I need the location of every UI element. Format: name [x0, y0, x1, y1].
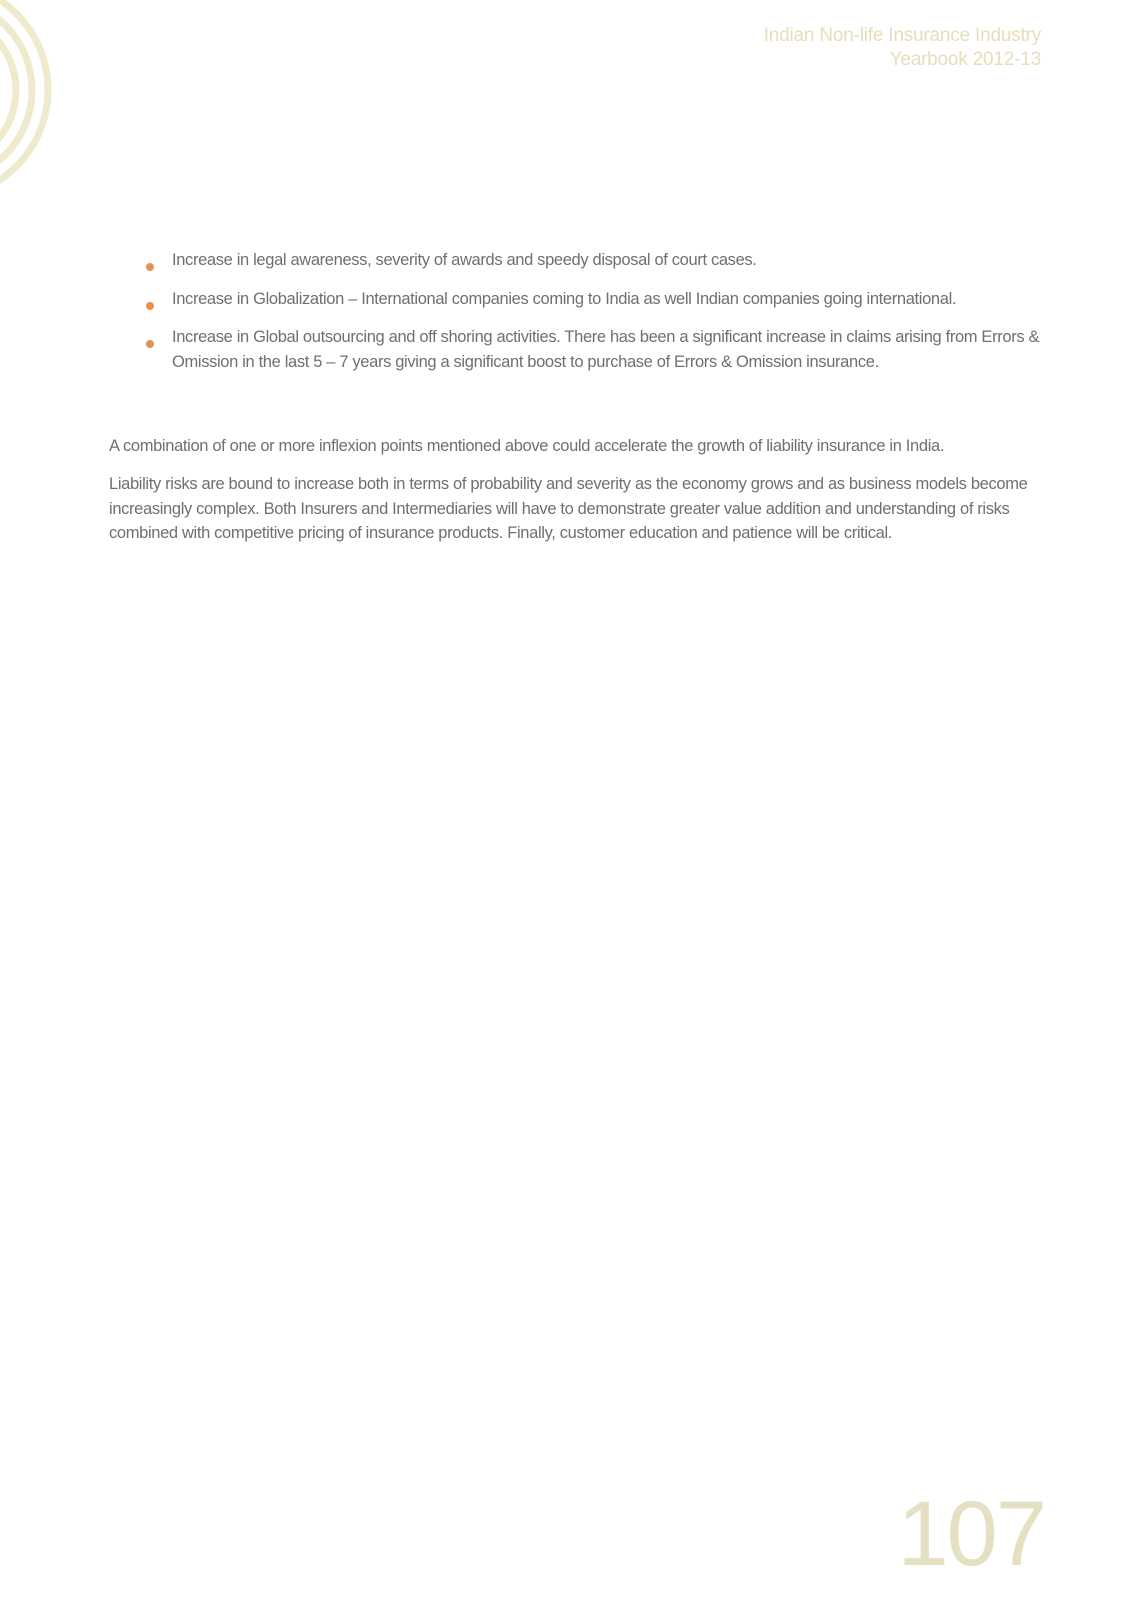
body-paragraph: A combination of one or more inflexion points mentioned above could accelerate the growth of liability insurance in India. — [109, 437, 945, 455]
bullet-icon — [146, 302, 154, 310]
list-item-text: Increase in Global outsourcing and off shoring activities. There has been a significant increase in claims arising from Errors & Omission in the last 5 – 7 years giving a significant boost to purchase of Errors & Omission insurance. — [172, 328, 1040, 371]
bullet-icon — [146, 263, 154, 271]
body-paragraph: Liability risks are bound to increase both in terms of probability and severity as the economy grows and as business models become increasingly complex. Both Insurers and Intermediaries will have to demonstrate greater value addition and understanding of risks combined with competitive pricing of insurance products. Finally, customer education and patience will be critical. — [109, 475, 1028, 542]
page-number: 107 — [897, 1483, 1045, 1585]
list-item — [146, 325, 1042, 374]
bullet-list — [146, 248, 1042, 388]
list-item — [146, 248, 1042, 273]
corner-arc-decoration — [0, 0, 80, 230]
running-header — [764, 24, 1041, 72]
list-item — [146, 287, 1042, 312]
list-item-text: Increase in legal awareness, severity of awards and speedy disposal of court cases. — [172, 251, 757, 269]
header-title: Indian Non-life Insurance Industry — [763, 25, 1041, 46]
list-item-text: Increase in Globalization – International companies coming to India as well Indian companies going international. — [172, 289, 957, 308]
header-subtitle: Yearbook 2012-13 — [889, 49, 1041, 70]
bullet-icon — [146, 340, 154, 348]
